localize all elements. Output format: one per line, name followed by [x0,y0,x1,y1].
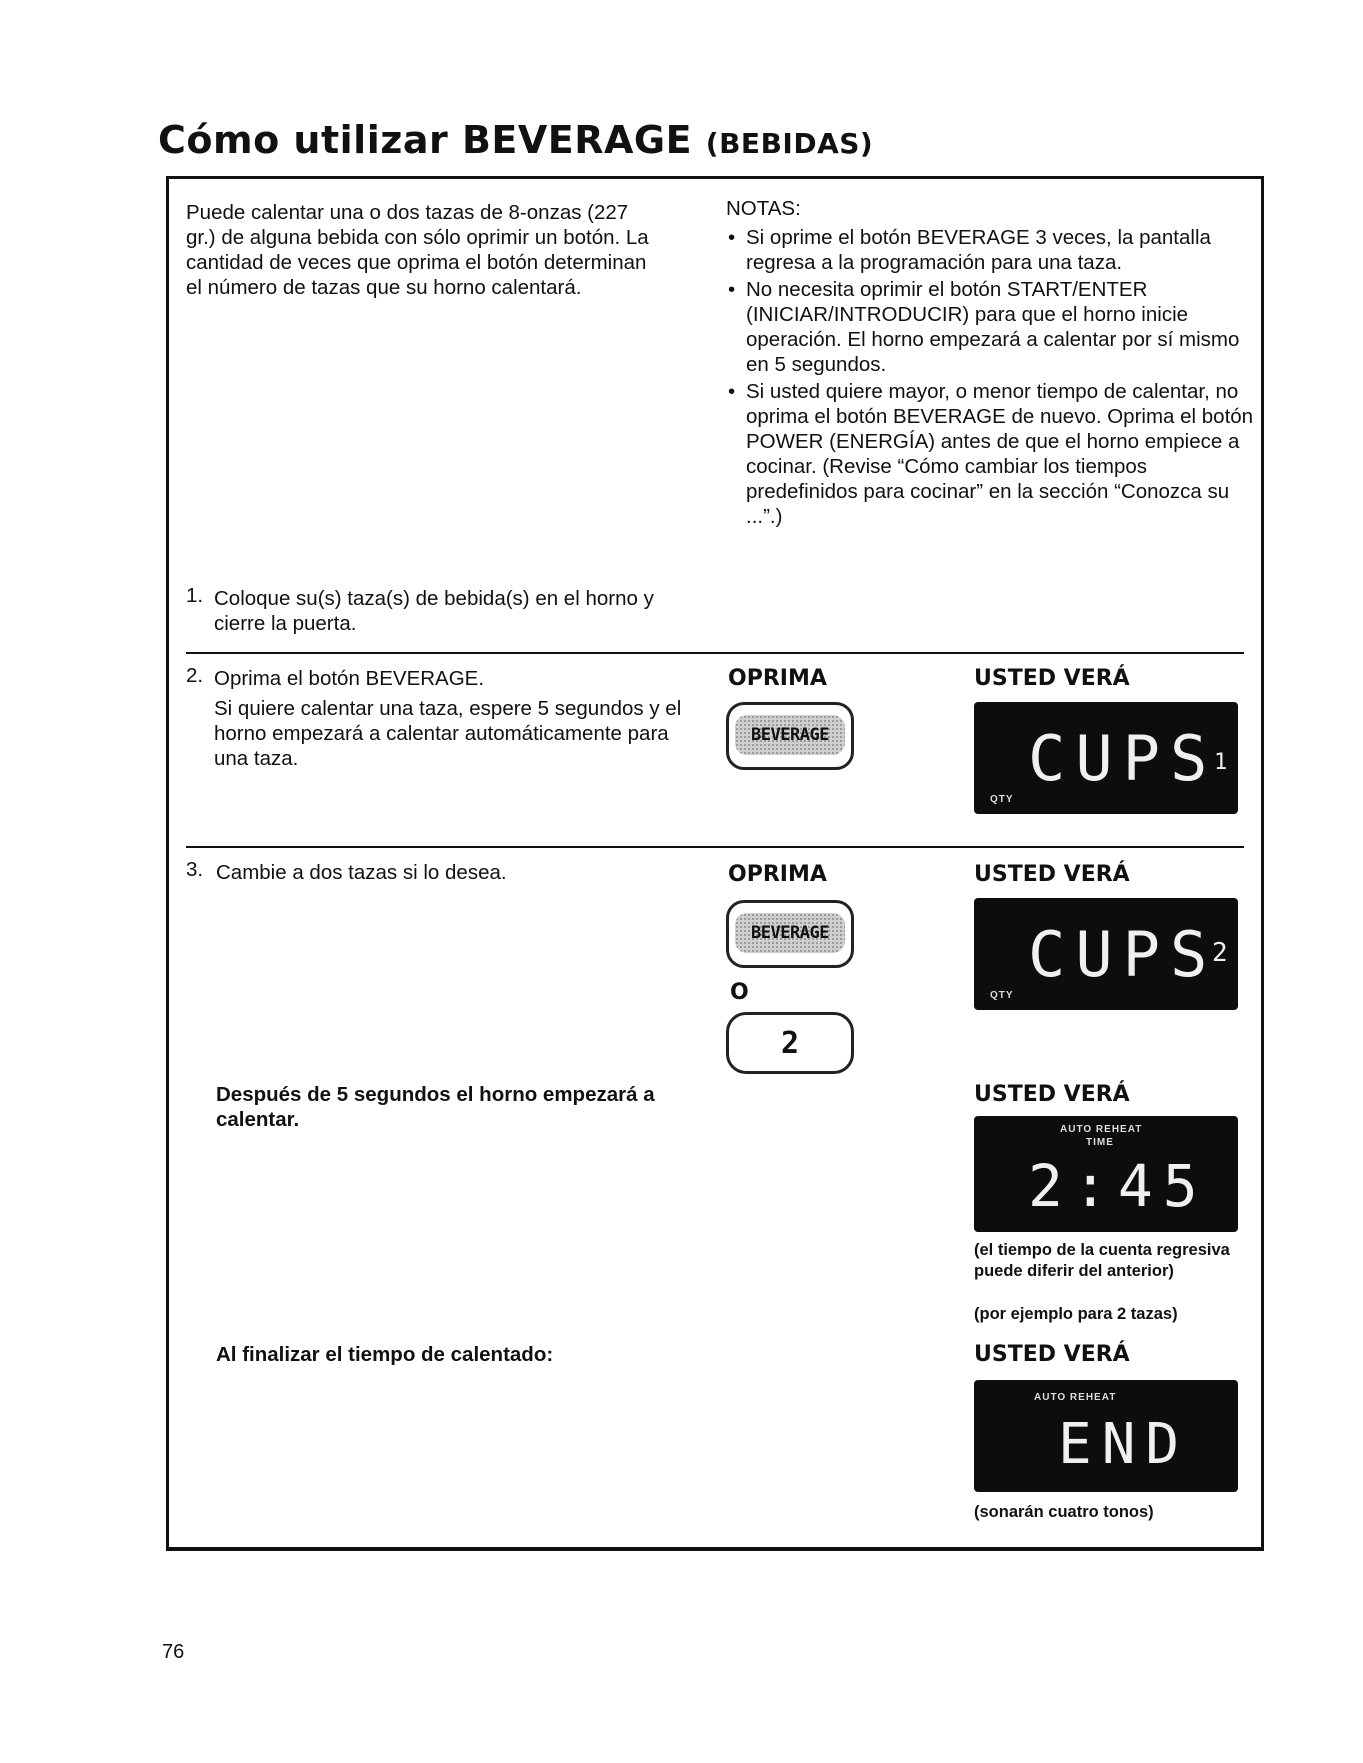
step-text: Después de 5 segundos el horno empezará a calentar. [216,1083,655,1131]
display-digit: 2 [1212,938,1238,968]
beverage-button[interactable] [726,900,854,968]
title-main: Cómo utilizar BEVERAGE [158,118,693,162]
step-text: Si quiere calentar una taza, espere 5 segundos y el horno empezará a calentar automáticamente para una taza. [214,697,682,770]
note-item: • No necesita oprimir el botón START/ENTER (INICIAR/INTRODUCIR) para que el horno inicie operación. El horno empezará a calentar por sí mismo en 5 segundos. [726,277,1256,377]
you-see-label: USTED VERÁ [974,666,1130,691]
notes-block [726,196,1256,531]
notes-heading: NOTAS: [726,197,801,220]
divider [186,652,1244,654]
press-label: OPRIMA [728,666,827,691]
page-number: 76 [162,1641,185,1663]
step-number: 2. [186,664,204,687]
display-end [974,1380,1238,1492]
caption-countdown: (el tiempo de la cuenta regresiva puede diferir del anterior) [974,1241,1230,1280]
note-item: • Si usted quiere mayor, o menor tiempo de calentar, no oprima el botón BEVERAGE de nuevo. Oprima el botón POWER (ENERGÍA) antes de que el horno empiece a cocinar. (Revise “Cómo cambiar los tiempos predefinidos para cocinar” en la sección “Conozca su ...”.) [726,379,1256,529]
step-text: Coloque su(s) taza(s) de bebida(s) en el horno y cierre la puerta. [214,587,654,635]
display-tag: AUTO REHEAT [1034,1392,1117,1403]
display-digit: 1 [1214,750,1238,775]
notes-list [726,225,1256,529]
note-item: • Si oprime el botón BEVERAGE 3 veces, la pantalla regresa a la programación para una taza. [726,225,1256,275]
divider [186,846,1244,848]
step-number: 1. [186,584,204,607]
display-text: 2:45 [1028,1152,1208,1220]
caption-example: (por ejemplo para 2 tazas) [974,1305,1178,1323]
number-2-button[interactable]: 2 [726,1012,854,1074]
or-label: O [730,980,749,1005]
display-cups-2 [974,898,1238,1010]
display-tag: QTY [990,990,1014,1001]
beverage-button-label: BEVERAGE [735,913,845,953]
display-text: CUPS [1028,918,1218,991]
display-time [974,1116,1238,1232]
page-title [158,118,873,162]
display-text: CUPS [1028,722,1218,795]
display-text: END [1058,1412,1190,1477]
step-text: Al finalizar el tiempo de calentado: [216,1343,554,1366]
you-see-label: USTED VERÁ [974,862,1130,887]
display-tag: QTY [990,794,1014,805]
press-label: OPRIMA [728,862,827,887]
beverage-button[interactable] [726,702,854,770]
step-text: Cambie a dos tazas si lo desea. [216,861,507,884]
you-see-label: USTED VERÁ [974,1342,1130,1367]
title-sub: (BEBIDAS) [705,127,874,160]
display-tag: AUTO REHEAT [1060,1124,1143,1135]
caption-tones: (sonarán cuatro tonos) [974,1503,1154,1521]
step-number: 3. [186,858,204,881]
display-tag: TIME [1086,1137,1114,1148]
step-text: Oprima el botón BEVERAGE. [214,667,485,690]
you-see-label: USTED VERÁ [974,1082,1130,1107]
display-cups-1 [974,702,1238,814]
beverage-button-label: BEVERAGE [735,715,845,755]
intro-text: Puede calentar una o dos tazas de 8-onzas (227 gr.) de alguna bebida con sólo oprimir un botón. La cantidad de veces que oprima el botón determinan el número de tazas que su horno calentará. [186,201,649,299]
